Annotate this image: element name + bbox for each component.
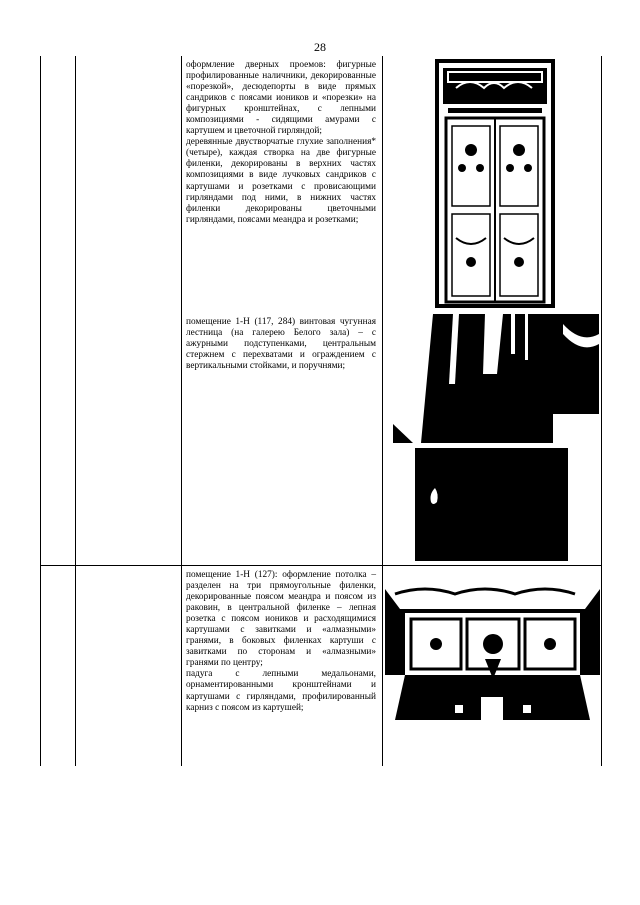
- description-paragraph: помещение 1-Н (127): оформление потолка – разделен на три прямоугольные филенки, декорированные поясом меандра и поясом из раковин, в центральной филенке – лепная розетка с поясом иоников и расходящимися картушами с завитками и «алмазными» гранями, в боковых филенках картуши с завитками по сторонам и «алмазными» гранями по центру;: [186, 570, 376, 669]
- door-photo-icon: [434, 58, 556, 309]
- ceiling-photo-icon: [385, 569, 600, 720]
- description-paragraph: оформление дверных проемов: фигурные профилированные наличники, декорированные «порезкой», десюдепорты в виде прямых сандриков с поясами иоников и «порезки» на фигурных кронштейнах, с лепными композициями - сидящими амурами с картушем и цветочной гирляндой;: [186, 60, 376, 137]
- description-paragraph: деревянные двустворчатые глухие заполнения* (четыре), каждая створка на две фигурные филенки, декорированы в верхних частях композициями в виде лучковых сандриков с картушами и розетками с провисающими гирляндами под ними, в нижних частях филенки декорированы цветочными гирляндами, поясами меандра и розетками;: [186, 137, 376, 225]
- table-cell-description: [186, 317, 376, 372]
- description-paragraph: падуга с лепными медальонами, орнаментированными кронштейнами и картушами с гирляндами, профилированный карниз с поясом из картушей;: [186, 669, 376, 713]
- page-number: 28: [314, 40, 326, 54]
- table-cell-description: [186, 570, 376, 714]
- table-row-divider: [40, 565, 602, 566]
- staircase-detail-photo-icon: [415, 448, 568, 561]
- table-column-divider-2: [181, 56, 182, 766]
- table-border-right: [601, 56, 602, 766]
- table-cell-description: [186, 60, 376, 226]
- staircase-photo-icon: [393, 314, 599, 443]
- table-column-divider-1: [75, 56, 76, 766]
- table-column-divider-3: [382, 56, 383, 766]
- table-border-left: [40, 56, 41, 766]
- description-paragraph: помещение 1-Н (117, 284) винтовая чугунная лестница (на галерею Белого зала) – с ажурными подступенками, центральным стержнем с перехватами и ограждением с вертикальными стойками, и поручнями;: [186, 317, 376, 372]
